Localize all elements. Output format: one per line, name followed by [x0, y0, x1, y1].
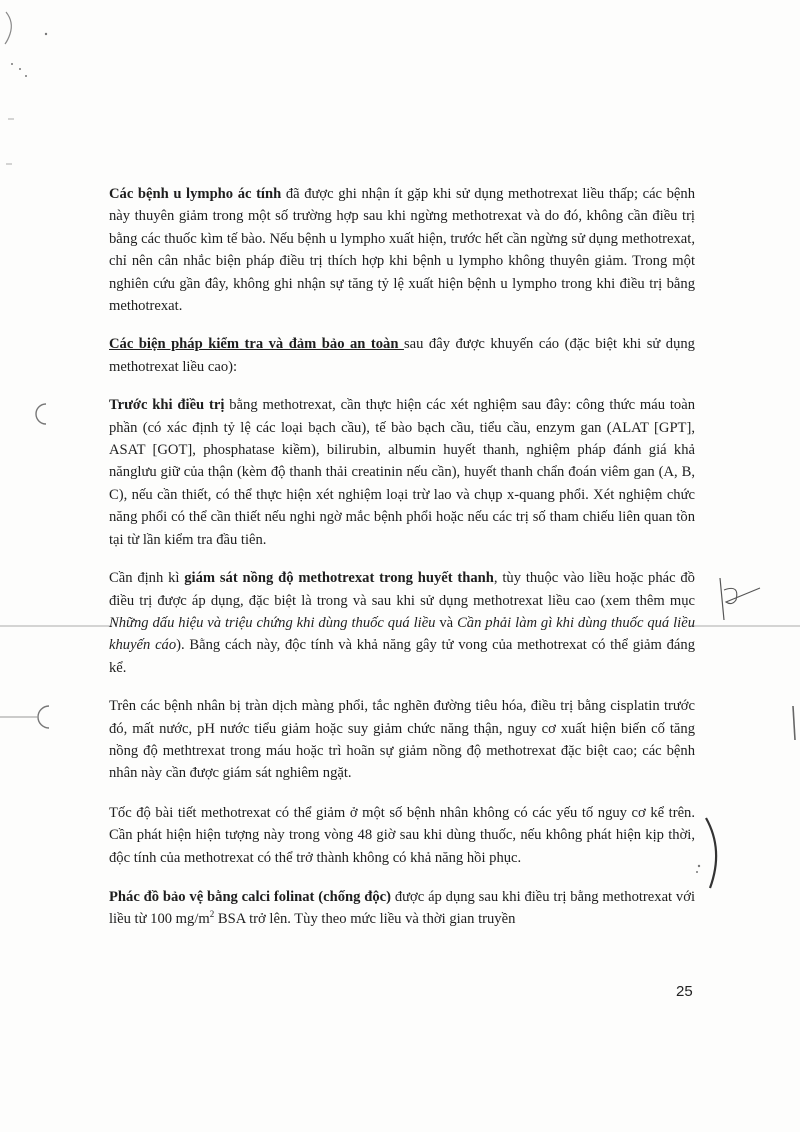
paragraph-text: BSA trở lên. Tùy theo mức liều và thời gian truyền — [214, 911, 516, 928]
paragraph-text: và — [435, 614, 458, 631]
paragraph-text: Cần định kì — [109, 570, 185, 587]
section-reference: Cần phải làm gì khi dùng thuốc quá liều khuyến cáo — [109, 614, 695, 654]
paragraph-lymphoma — [109, 183, 695, 317]
paragraph-text: đã được ghi nhận ít gặp khi sử dụng methotrexat liều thấp; các bệnh này thuyên giảm trong một số trường hợp sau khi ngừng methotrexat và do đó, không cần điều trị bằng các thuốc kìm tế bào. Nếu bệnh u lympho xuất hiện, trước hết cần ngừng sử dụng methotrexat, chỉ nên cân nhắc biện pháp điều trị thích hợp khi bệnh u lympho không thuyên giảm. Trong một nghiên cứu gần đây, không ghi nhận sự tăng tỷ lệ xuất hiện bệnh u lympho trong khi điều trị bằng methotrexat. — [109, 186, 696, 315]
paragraph-serum-monitoring — [109, 567, 695, 679]
paragraph-text: , tùy thuộc vào liều hoặc phác đồ điều trị được áp dụng, đặc biệt là trong và sau khi sử dụng methotrexat liều cao (xem thêm mục — [109, 570, 695, 609]
paragraph-text: Tốc độ bài tiết methotrexat có thể giảm ở một số bệnh nhân không có các yếu tố nguy cơ kể trên. Cần phát hiện hiện tượng này trong vòng 48 giờ sau khi dùng thuốc, nếu không phát hiện kịp thời, độc tính của methotrexat có thể trở thành không có khả năng hồi phục. — [109, 804, 695, 866]
paragraph-risk-patients — [109, 695, 695, 785]
superscript: 2 — [209, 909, 215, 920]
page-number: 25 — [676, 983, 693, 1000]
bold-phrase: giám sát nồng độ methotrexat trong huyết thanh — [184, 570, 494, 587]
document-body — [109, 183, 695, 931]
section-reference: Những dấu hiệu và triệu chứng khi dùng thuốc quá liều — [109, 614, 436, 631]
paragraph-text: Trên các bệnh nhân bị tràn dịch màng phổi, tắc nghẽn đường tiêu hóa, điều trị bằng cisplatin trước đó, mất nước, pH nước tiểu giảm hoặc suy giảm chức năng thận, nguy cơ xuất hiện biến cố tăng nồng độ methtrexat trong máu hoặc trì hoãn sự giảm nồng độ methotrexat đặc biệt cao; các bệnh nhân này cần được giám sát nghiêm ngặt. — [109, 698, 695, 782]
bold-underlined-heading: Các biện pháp kiểm tra và đảm bảo an toàn — [109, 336, 404, 353]
paragraph-text: sau đây được khuyến cáo (đặc biệt khi sử dụng methotrexat liều cao): — [109, 336, 695, 375]
paragraph-text: ). Bằng cách này, độc tính và khả năng gây tử vong của methotrexat có thể giảm đáng kể. — [109, 637, 696, 676]
paragraph-before-treatment — [109, 394, 695, 551]
bold-heading: Trước khi điều trị — [109, 397, 225, 414]
paragraph-text: bằng methotrexat, cần thực hiện các xét nghiệm sau đây: công thức máu toàn phần (có xác định tỷ lệ các loại bạch cầu), tế bào bạch cầu, tiểu cầu, enzym gan (ALAT [GPT], ASAT [GOT], phosphatase kiềm), bilirubin, albumin huyết thanh, nghiệm pháp đánh giá khả nănglưu giữ của thận (kèm độ thanh thải creatinin nếu cần), huyết thanh chẩn đoán viêm gan (A, B, C), nếu cần thiết, có thể thực hiện xét nghiệm loại trừ lao và chụp x-quang phổi. Xét nghiệm chức năng phổi có thể cần thiết nếu nghi ngờ mắc bệnh phổi hoặc nếu các trị số tham chiếu liên quan tồn tại từ lần kiểm tra đầu tiên. — [109, 397, 695, 548]
bold-heading: Phác đồ bảo vệ bằng calci folinat (chống độc) — [109, 888, 391, 905]
paragraph-calcium-folinate — [109, 886, 695, 931]
paragraph-safety-measures — [109, 333, 695, 378]
bold-heading: Các bệnh u lympho ác tính — [109, 186, 282, 202]
paragraph-text: được áp dụng sau khi điều trị bằng methotrexat với liều từ 100 mg/m — [109, 888, 696, 928]
paragraph-excretion-rate — [109, 802, 695, 869]
